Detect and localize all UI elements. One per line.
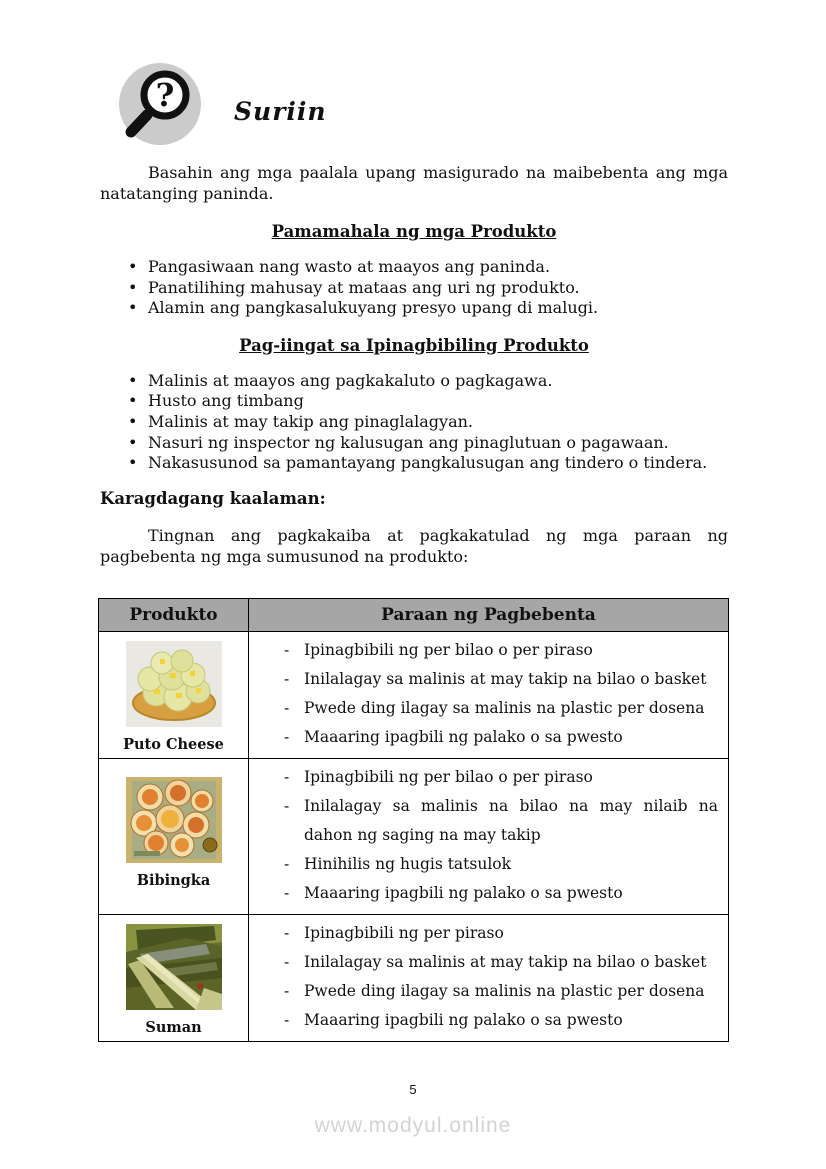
dash-marker: - bbox=[284, 670, 290, 688]
page-title: Suriin bbox=[234, 96, 327, 126]
bullet-icon: • bbox=[128, 257, 138, 276]
method-item bbox=[249, 977, 718, 1006]
bullet-list-pamamahala bbox=[100, 257, 728, 319]
method-item-text: Maaaring ipagbili ng palako o sa pwesto bbox=[304, 728, 623, 746]
list-item-text: Pangasiwaan nang wasto at maayos ang paninda. bbox=[148, 257, 551, 276]
product-caption: Bibingka bbox=[136, 872, 211, 889]
label-karagdagang-kaalaman: Karagdagang kaalaman: bbox=[100, 488, 326, 508]
page-number: 5 bbox=[409, 1082, 417, 1097]
list-item bbox=[100, 391, 728, 412]
dash-marker: - bbox=[284, 1011, 290, 1029]
method-cell-suman bbox=[249, 915, 729, 1042]
method-item bbox=[249, 665, 718, 694]
method-item-text: Hinihilis ng hugis tatsulok bbox=[304, 855, 512, 873]
method-item bbox=[249, 636, 718, 665]
method-item bbox=[249, 948, 718, 977]
method-item-text: Ipinagbibili ng per bilao o per piraso bbox=[304, 768, 593, 786]
table-header-row bbox=[99, 599, 729, 632]
products-table bbox=[98, 598, 729, 1042]
bullet-icon: • bbox=[128, 370, 138, 390]
column-header-produkto: Produkto bbox=[99, 599, 249, 632]
list-item-text: Alamin ang pangkasalukuyang presyo upang di malugi. bbox=[148, 298, 599, 318]
heading-pamamahala: Pamamahala ng mga Produkto bbox=[271, 222, 557, 241]
method-item bbox=[249, 919, 718, 948]
method-item-text: Ipinagbibili ng per bilao o per piraso bbox=[304, 641, 593, 659]
list-item bbox=[100, 453, 728, 474]
dash-marker: - bbox=[284, 641, 290, 659]
bullet-list-pag-iingat bbox=[100, 371, 728, 474]
list-item bbox=[100, 412, 728, 433]
method-item-text: Inilalagay sa malinis at may takip na bilao o basket bbox=[304, 670, 707, 688]
method-item bbox=[249, 792, 718, 850]
list-item-text: Panatilihing mahusay at mataas ang uri ng produkto. bbox=[148, 277, 580, 297]
method-item-text: Inilalagay sa malinis na bilao na may nilaib na bbox=[304, 797, 718, 815]
method-item bbox=[249, 694, 718, 723]
list-item-text: Malinis at may takip ang pinaglalagyan. bbox=[148, 411, 474, 431]
puto-cheese-photo bbox=[126, 641, 222, 727]
table-row bbox=[99, 632, 729, 759]
section-header bbox=[118, 62, 728, 146]
method-item bbox=[249, 723, 718, 752]
column-header-paraan: Paraan ng Pagbebenta bbox=[249, 599, 729, 632]
dash-marker: - bbox=[284, 953, 290, 971]
list-item-text: Nasuri ng inspector ng kalusugan ang pinaglutuan o pagawaan. bbox=[148, 432, 669, 452]
method-cell-bibingka bbox=[249, 759, 729, 915]
method-item-text: Pwede ding ilagay sa malinis na plastic per dosena bbox=[304, 982, 705, 1000]
dash-marker: - bbox=[284, 699, 290, 717]
list-item bbox=[100, 298, 728, 319]
svg-text:?: ? bbox=[155, 76, 175, 114]
dash-marker: - bbox=[284, 924, 290, 942]
bullet-icon: • bbox=[128, 432, 138, 452]
product-cell-suman bbox=[99, 915, 249, 1042]
suman-photo bbox=[126, 924, 222, 1010]
heading-pag-iingat: Pag-iingat sa Ipinagbibiling Produkto bbox=[239, 335, 589, 355]
dash-marker: - bbox=[284, 768, 290, 786]
list-item bbox=[100, 278, 728, 299]
method-item bbox=[249, 1006, 718, 1035]
dash-marker: - bbox=[284, 728, 290, 746]
dash-marker: - bbox=[284, 982, 290, 1000]
product-caption: Suman bbox=[145, 1019, 202, 1036]
method-item-text: Maaaring ipagbili ng palako o sa pwesto bbox=[304, 1011, 623, 1029]
list-item bbox=[100, 433, 728, 454]
product-caption: Puto Cheese bbox=[123, 736, 224, 753]
magnifier-question-icon bbox=[118, 62, 202, 146]
product-cell-bibingka bbox=[99, 759, 249, 915]
list-item-text: Husto ang timbang bbox=[148, 391, 304, 411]
extra-line-2: pagbebenta ng mga sumusunod na produkto: bbox=[100, 546, 469, 566]
list-item bbox=[100, 371, 728, 392]
watermark-text: www.modyul.online bbox=[314, 1114, 512, 1137]
bullet-icon: • bbox=[128, 411, 138, 431]
table-row bbox=[99, 759, 729, 915]
method-item-text: Inilalagay sa malinis at may takip na bilao o basket bbox=[304, 953, 707, 971]
method-item bbox=[249, 850, 718, 879]
dash-marker: - bbox=[284, 884, 290, 902]
method-item bbox=[249, 763, 718, 792]
bullet-icon: • bbox=[128, 277, 138, 297]
bibingka-photo bbox=[126, 777, 222, 863]
method-item-text: Maaaring ipagbili ng palako o sa pwesto bbox=[304, 884, 623, 902]
intro-line-1: Basahin ang mga paalala upang masigurado na maibebenta ang mga bbox=[148, 163, 728, 182]
page-content bbox=[100, 0, 728, 567]
list-item bbox=[100, 257, 728, 278]
extra-line-1: Tingnan ang pagkakaiba at pagkakatulad ng mga paraan ng bbox=[148, 525, 728, 545]
extra-paragraph bbox=[100, 525, 728, 567]
table-row bbox=[99, 915, 729, 1042]
method-item-text-wrap: dahon ng saging na may takip bbox=[304, 826, 541, 844]
intro-line-2: natatanging paninda. bbox=[100, 184, 274, 203]
method-item-text: Ipinagbibili ng per piraso bbox=[304, 924, 504, 942]
product-cell-puto-cheese bbox=[99, 632, 249, 759]
bullet-icon: • bbox=[128, 453, 138, 473]
intro-paragraph bbox=[100, 162, 728, 204]
dash-marker: - bbox=[284, 797, 290, 815]
list-item-text: Malinis at maayos ang pagkakaluto o pagkagawa. bbox=[148, 370, 553, 390]
dash-marker: - bbox=[284, 855, 290, 873]
method-item-text: Pwede ding ilagay sa malinis na plastic per dosena bbox=[304, 699, 705, 717]
bullet-icon: • bbox=[128, 298, 138, 318]
bullet-icon: • bbox=[128, 391, 138, 411]
method-cell-puto-cheese bbox=[249, 632, 729, 759]
method-item bbox=[249, 879, 718, 908]
list-item-text: Nakasusunod sa pamantayang pangkalusugan ang tindero o tindera. bbox=[148, 453, 708, 473]
